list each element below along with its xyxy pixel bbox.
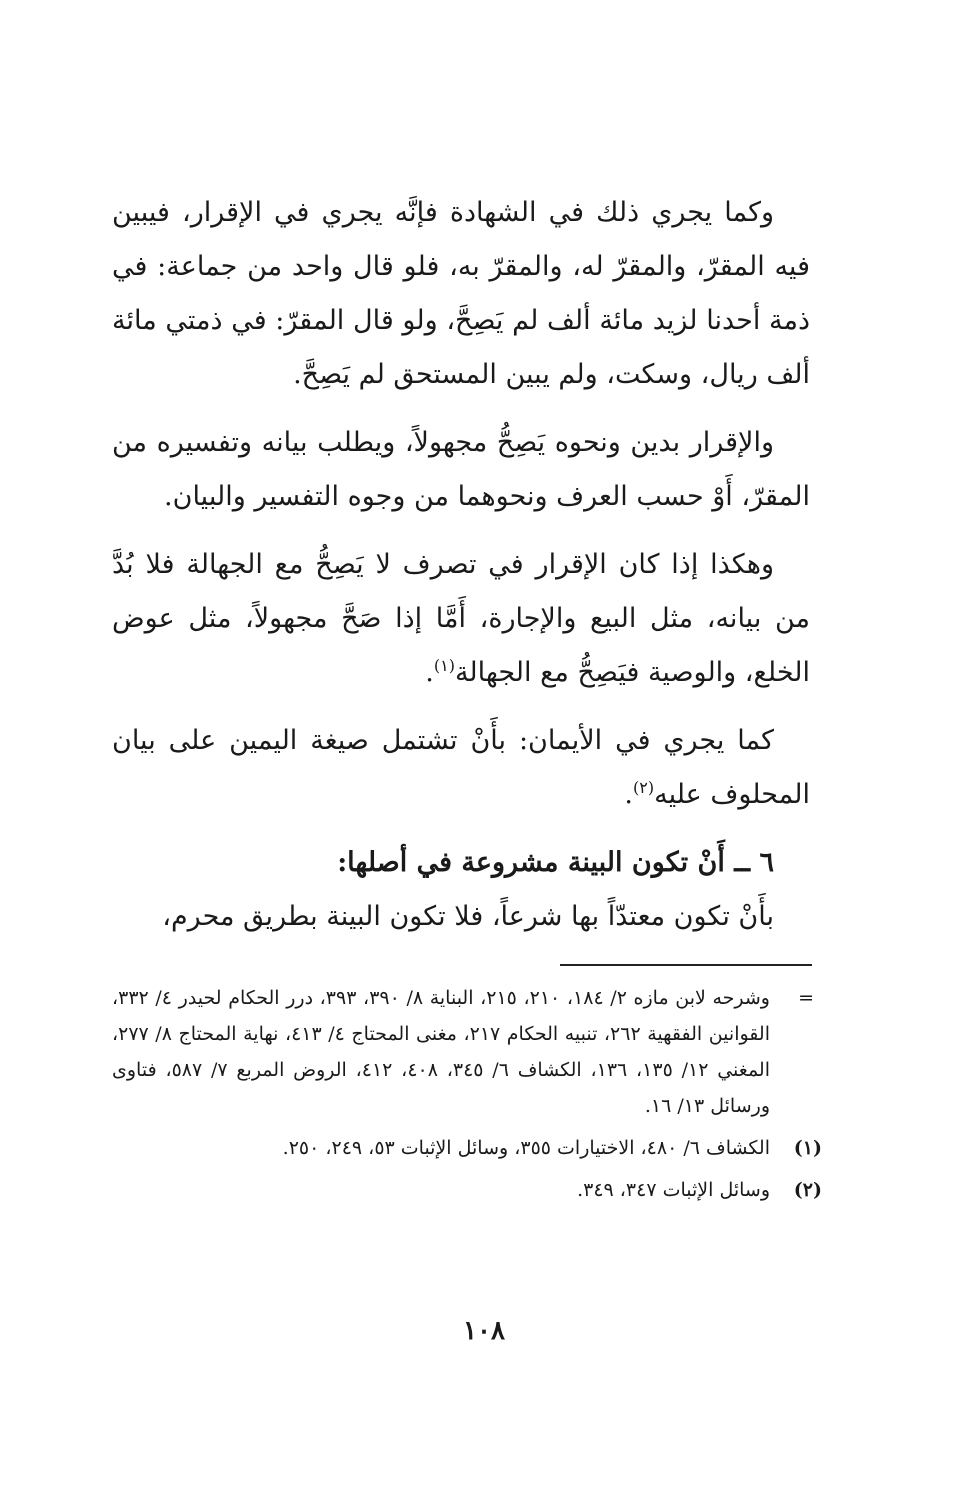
footnote-2-number: (٢) bbox=[793, 1179, 822, 1201]
footnotes bbox=[112, 980, 822, 1208]
footnote-2 bbox=[112, 1172, 822, 1208]
period: . bbox=[624, 779, 633, 810]
period: . bbox=[425, 657, 434, 688]
paragraph-2-text: والإقرار بدين ونحوه يَصِحُّ مجهولاً، ويطلب بيانه وتفسيره من المقرّ، أَوْ حسب العرف ونحوهما من وجوه التفسير والبيان. bbox=[112, 427, 810, 512]
paragraph-3-text: وهكذا إذا كان الإقرار في تصرف لا يَصِحُّ مع الجهالة فلا بُدَّ من بيانه، مثل البيع والإجارة، أَمَّا إذا صَحَّ مجهولاً، مثل عوض الخلع، والوصية فيَصِحُّ مع الجهالة bbox=[112, 549, 810, 688]
footnote-separator bbox=[560, 964, 812, 966]
footnote-ref-1: (١) bbox=[433, 656, 455, 675]
footnote-1-number: (١) bbox=[793, 1137, 822, 1159]
section-heading: ٦ ــ أَنْ تكون البينة مشروعة في أصلها: bbox=[337, 847, 774, 878]
footnote-1-text: الكشاف ٦/ ٤٨٠، الاختيارات ٣٥٥، وسائل الإثبات ٥٣، ٢٤٩، ٢٥٠. bbox=[282, 1137, 770, 1159]
footnote-2-text: وسائل الإثبات ٣٤٧، ٣٤٩. bbox=[577, 1179, 770, 1201]
page-number: ١٠٨ bbox=[463, 1316, 505, 1346]
paragraph-2 bbox=[112, 416, 810, 524]
continuation-mark: = bbox=[798, 987, 814, 1009]
main-text bbox=[112, 186, 810, 944]
paragraph-5 bbox=[112, 890, 810, 944]
footnote-ref-2: (٢) bbox=[633, 778, 655, 797]
paragraph-1-text: وكما يجري ذلك في الشهادة فإنَّه يجري في الإقرار، فيبين فيه المقرّ، والمقرّ له، والمقرّ به، فلو قال واحد من جماعة: في ذمة أحدنا لزيد مائة ألف لم يَصِحَّ، ولو قال المقرّ: في ذمتي مائة ألف ريال، وسكت، ولم يبين المستحق لم يَصِحَّ. bbox=[112, 197, 810, 390]
footnote-1 bbox=[112, 1130, 822, 1166]
footnote-continuation bbox=[112, 980, 822, 1124]
paragraph-3 bbox=[112, 538, 810, 700]
paragraph-4 bbox=[112, 714, 810, 822]
footnote-continuation-text: وشرحه لابن مازه ٢/ ١٨٤، ٢١٠، ٢١٥، البناية ٨/ ٣٩٠، ٣٩٣، درر الحكام لحيدر ٤/ ٣٣٢، القوانين الفقهية ٢٦٢، تنبيه الحكام ٢١٧، مغنى المحتاج ٤/ ٤١٣، نهاية المحتاج ٨/ ٢٧٧، المغني ١٢/ ١٣٥، ١٣٦، الكشاف ٦/ ٣٤٥، ٤٠٨، ٤١٢، الروض المربع ٧/ ٥٨٧، فتاوى ورسائل ١٣/ ١٦. bbox=[112, 987, 770, 1117]
paragraph-4-text: كما يجري في الأيمان: بأَنْ تشتمل صيغة اليمين على بيان المحلوف عليه bbox=[112, 725, 810, 810]
paragraph-1 bbox=[112, 186, 810, 402]
paragraph-5-text: بأَنْ تكون معتدّاً بها شرعاً، فلا تكون البينة بطريق محرم، bbox=[162, 901, 774, 932]
